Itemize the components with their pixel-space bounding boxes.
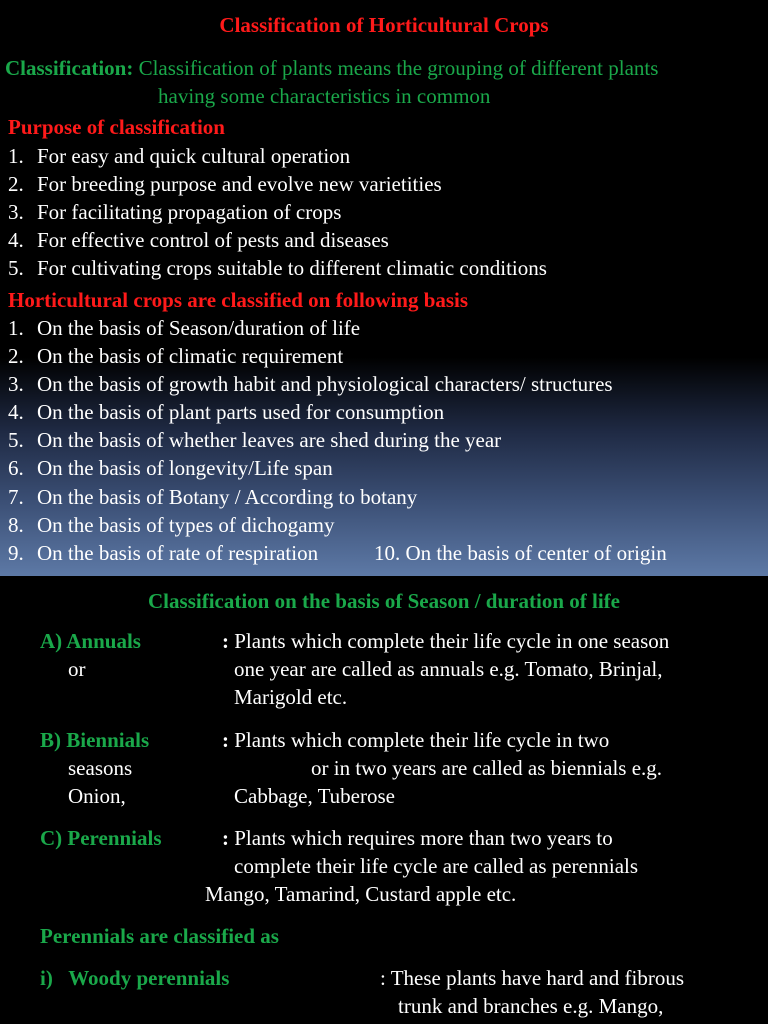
list-item <box>8 143 350 169</box>
annuals-label: A) Annuals <box>40 629 141 653</box>
perennials-colon: : <box>222 826 229 850</box>
definition-text-2: having some characteristics in common <box>158 84 491 108</box>
purpose-heading: Purpose of classification <box>8 115 225 139</box>
list-number: 3. <box>8 372 24 396</box>
list-number: 1. <box>8 316 24 340</box>
list-number: 7. <box>8 485 24 509</box>
list-text: For breeding purpose and evolve new varietities <box>37 172 442 196</box>
annuals-or: or <box>68 657 86 681</box>
perennials-line-1 <box>222 825 613 851</box>
list-item <box>8 315 360 341</box>
perennial-types-heading: Perennials are classified as <box>40 924 279 948</box>
list-number: 8. <box>8 513 24 537</box>
list-item <box>8 399 444 425</box>
list-text: For easy and quick cultural operation <box>37 144 351 168</box>
list-number: 9. <box>8 541 24 565</box>
list-number: 3. <box>8 200 24 224</box>
annuals-colon: : <box>222 629 229 653</box>
list-text: On the basis of center of origin <box>405 541 667 565</box>
list-number: 5. <box>8 256 24 280</box>
list-number: 5. <box>8 428 24 452</box>
perennials-text-2: complete their life cycle are called as perennials <box>234 854 639 878</box>
basis-heading: Horticultural crops are classified on following basis <box>8 288 469 312</box>
biennials-colon: : <box>222 728 229 752</box>
list-number: 2. <box>8 344 24 368</box>
list-text: On the basis of rate of respiration <box>37 541 319 565</box>
perennials-text-3: Mango, Tamarind, Custard apple etc. <box>205 882 517 906</box>
biennials-label: B) Biennials <box>40 728 150 752</box>
list-item <box>8 199 341 225</box>
biennials-text-2: or in two years are called as biennials e.g. <box>311 756 663 780</box>
list-item <box>8 255 547 281</box>
list-text: On the basis of longevity/Life span <box>37 456 333 480</box>
biennials-text-3: Cabbage, Tuberose <box>234 784 395 808</box>
list-item <box>8 227 389 253</box>
definition-text-1: Classification of plants means the grouping of different plants <box>133 56 659 80</box>
woody-perennials-label: i) Woody perennials <box>40 966 230 990</box>
annuals-text-1: Plants which complete their life cycle in one season <box>234 629 670 653</box>
list-item <box>8 484 417 510</box>
biennials-text-1: Plants which complete their life cycle in two <box>234 728 610 752</box>
list-item <box>374 540 667 566</box>
biennials-onion: Onion, <box>68 784 126 808</box>
list-text: For cultivating crops suitable to different climatic conditions <box>37 256 547 280</box>
slide-title: Classification of Horticultural Crops <box>219 13 549 37</box>
list-text: On the basis of types of dichogamy <box>37 513 335 537</box>
list-item <box>8 343 343 369</box>
list-item <box>8 171 442 197</box>
list-item <box>8 427 501 453</box>
perennials-label: C) Perennials <box>40 826 162 850</box>
list-text: On the basis of climatic requirement <box>37 344 344 368</box>
list-text: On the basis of Botany / According to botany <box>37 485 418 509</box>
list-text: On the basis of plant parts used for consumption <box>37 400 445 424</box>
list-text: On the basis of Season/duration of life <box>37 316 361 340</box>
definition-line-1 <box>5 55 658 81</box>
woody-text-2: trunk and branches e.g. Mango, <box>398 994 664 1018</box>
list-item <box>8 371 613 397</box>
list-number: 4. <box>8 228 24 252</box>
annuals-line-1 <box>222 628 669 654</box>
list-text: On the basis of growth habit and physiological characters/ structures <box>37 372 613 396</box>
list-text: On the basis of whether leaves are shed during the year <box>37 428 502 452</box>
list-number: 1. <box>8 144 24 168</box>
list-number: 6. <box>8 456 24 480</box>
list-text: For facilitating propagation of crops <box>37 200 342 224</box>
list-text: For effective control of pests and diseases <box>37 228 389 252</box>
list-item <box>8 540 318 566</box>
list-number: 10. <box>374 541 401 565</box>
annuals-text-2: one year are called as annuals e.g. Tomato, Brinjal, <box>234 657 663 681</box>
slide-season-classification <box>0 576 768 1024</box>
list-item <box>8 455 333 481</box>
definition-label: Classification: <box>5 56 134 80</box>
biennials-line-1 <box>222 727 609 753</box>
slide-heading: Classification on the basis of Season / duration of life <box>148 589 620 613</box>
perennials-text-1: Plants which requires more than two years to <box>234 826 613 850</box>
biennials-seasons: seasons <box>68 756 133 780</box>
woody-text-1: : These plants have hard and fibrous <box>380 966 685 990</box>
list-number: 2. <box>8 172 24 196</box>
list-item <box>8 512 334 538</box>
list-number: 4. <box>8 400 24 424</box>
annuals-text-3: Marigold etc. <box>234 685 348 709</box>
